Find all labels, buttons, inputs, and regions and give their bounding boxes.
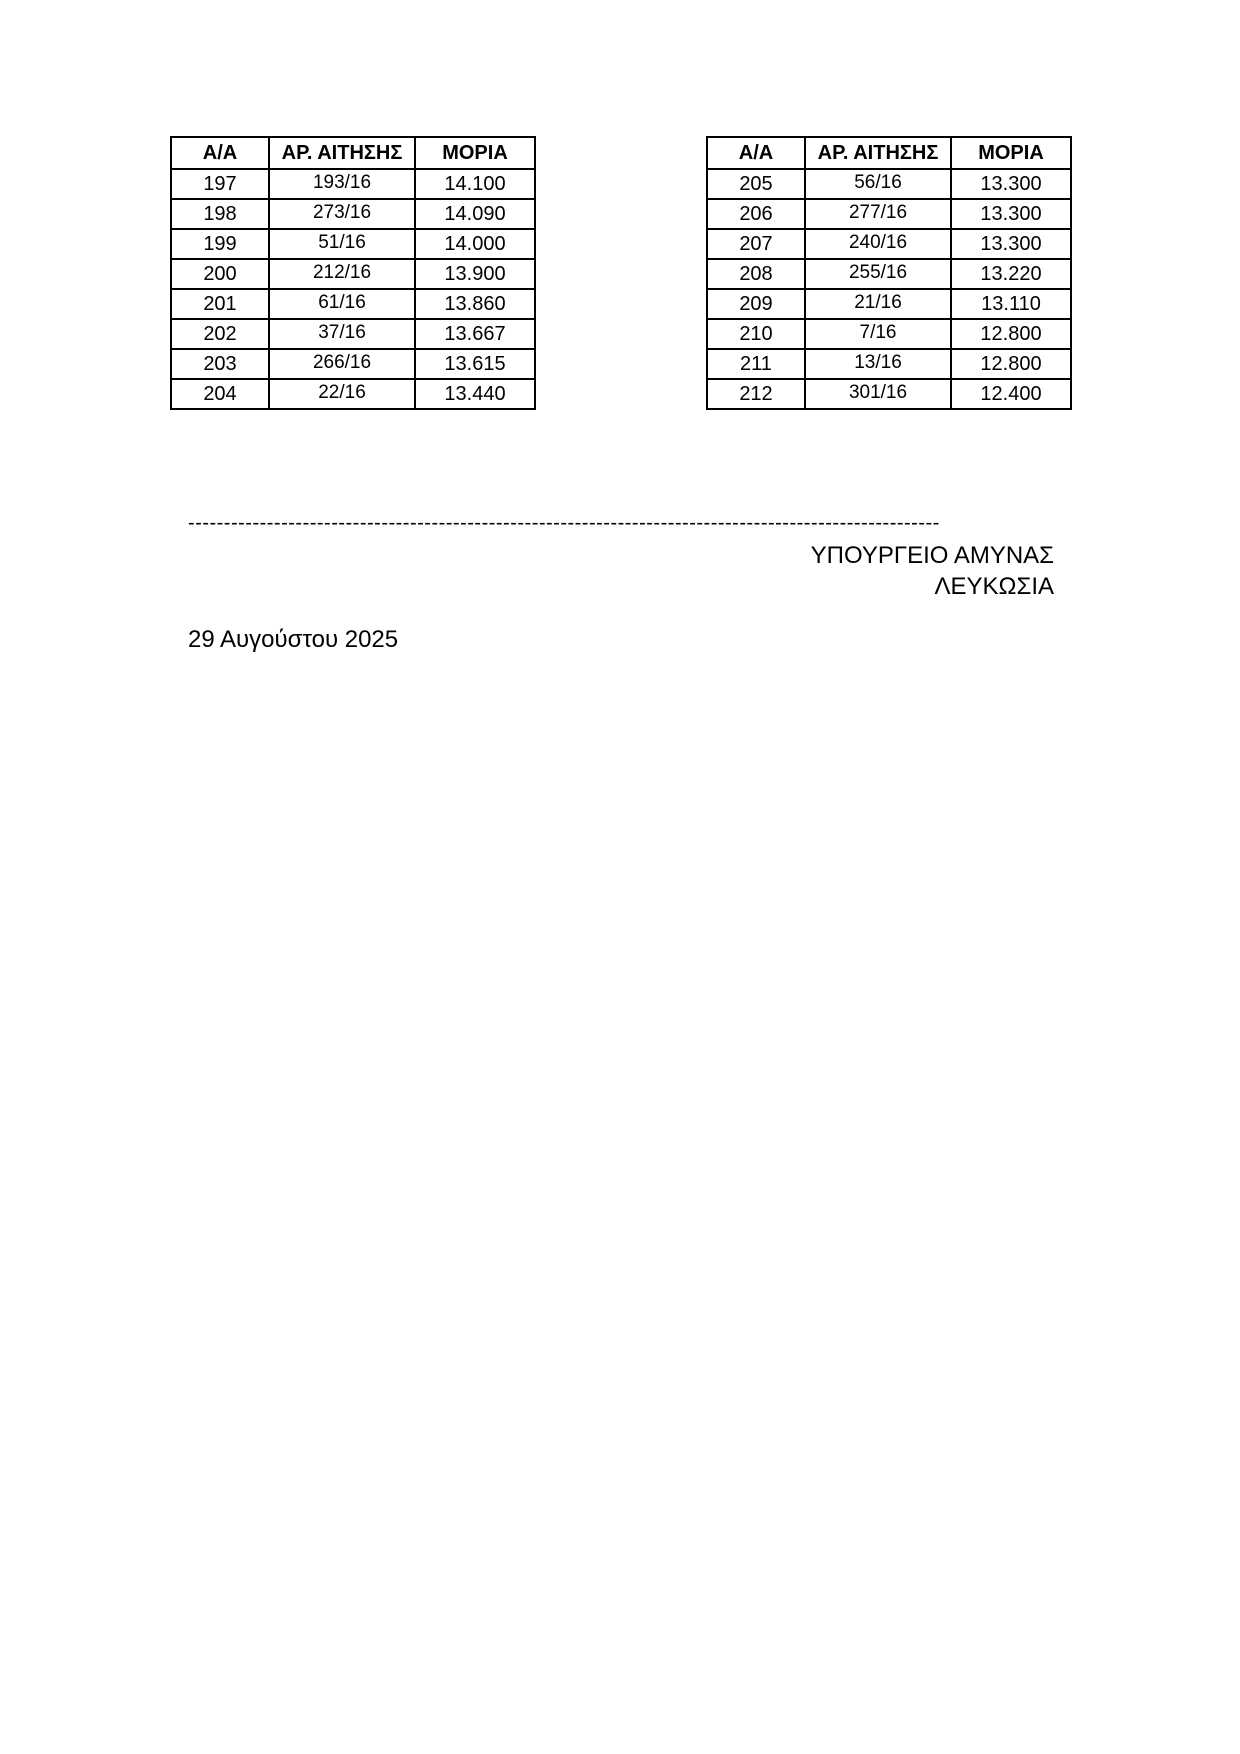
cell-application-no: 51/16 (269, 229, 415, 259)
cell-application-no: 7/16 (805, 319, 951, 349)
cell-aa: 202 (171, 319, 269, 349)
cell-aa: 197 (171, 169, 269, 199)
cell-application-no: 56/16 (805, 169, 951, 199)
dashed-separator: --------------------------------------------------------------------------------------------------------- (188, 512, 940, 534)
cell-aa: 201 (171, 289, 269, 319)
cell-application-no: 240/16 (805, 229, 951, 259)
table-row (707, 289, 1071, 319)
cell-application-no: 266/16 (269, 349, 415, 379)
cell-application-no: 301/16 (805, 379, 951, 409)
cell-application-no: 277/16 (805, 199, 951, 229)
table-row (707, 379, 1071, 409)
header-application-no: ΑΡ. ΑΙΤΗΣΗΣ (269, 137, 415, 169)
cell-aa: 212 (707, 379, 805, 409)
table-row (707, 199, 1071, 229)
cell-points: 12.800 (951, 349, 1071, 379)
cell-points: 13.440 (415, 379, 535, 409)
table-header-row (171, 137, 535, 169)
cell-aa: 206 (707, 199, 805, 229)
table-row (171, 349, 535, 379)
cell-application-no: 193/16 (269, 169, 415, 199)
header-application-no: ΑΡ. ΑΙΤΗΣΗΣ (805, 137, 951, 169)
table-row (171, 229, 535, 259)
cell-application-no: 255/16 (805, 259, 951, 289)
cell-points: 13.860 (415, 289, 535, 319)
table-header-row (707, 137, 1071, 169)
cell-aa: 208 (707, 259, 805, 289)
cell-points: 13.110 (951, 289, 1071, 319)
cell-points: 13.220 (951, 259, 1071, 289)
cell-application-no: 13/16 (805, 349, 951, 379)
cell-points: 12.800 (951, 319, 1071, 349)
cell-points: 13.900 (415, 259, 535, 289)
table-row (707, 229, 1071, 259)
cell-aa: 199 (171, 229, 269, 259)
table-row (707, 319, 1071, 349)
cell-application-no: 212/16 (269, 259, 415, 289)
table-row (707, 349, 1071, 379)
cell-points: 13.615 (415, 349, 535, 379)
cell-application-no: 22/16 (269, 379, 415, 409)
cell-application-no: 61/16 (269, 289, 415, 319)
table-row (171, 259, 535, 289)
document-date: 29 Αυγούστου 2025 (188, 626, 399, 653)
cell-points: 14.100 (415, 169, 535, 199)
cell-aa: 198 (171, 199, 269, 229)
table-row (707, 259, 1071, 289)
table-row (171, 199, 535, 229)
cell-aa: 200 (171, 259, 269, 289)
cell-aa: 211 (707, 349, 805, 379)
table-row (171, 289, 535, 319)
results-table-1 (170, 136, 536, 410)
cell-aa: 209 (707, 289, 805, 319)
cell-points: 14.090 (415, 199, 535, 229)
header-points: ΜΟΡΙΑ (415, 137, 535, 169)
cell-points: 14.000 (415, 229, 535, 259)
table-row (171, 319, 535, 349)
table-row (171, 169, 535, 199)
cell-points: 13.300 (951, 199, 1071, 229)
cell-aa: 203 (171, 349, 269, 379)
cell-aa: 204 (171, 379, 269, 409)
cell-points: 13.667 (415, 319, 535, 349)
cell-points: 12.400 (951, 379, 1071, 409)
table-row (707, 169, 1071, 199)
results-table-2 (706, 136, 1072, 410)
city-name: ΛΕΥΚΩΣΙΑ (934, 573, 1054, 600)
cell-aa: 207 (707, 229, 805, 259)
cell-application-no: 273/16 (269, 199, 415, 229)
header-points: ΜΟΡΙΑ (951, 137, 1071, 169)
cell-aa: 210 (707, 319, 805, 349)
cell-application-no: 37/16 (269, 319, 415, 349)
header-aa: Α/Α (707, 137, 805, 169)
cell-aa: 205 (707, 169, 805, 199)
ministry-name: ΥΠΟΥΡΓΕΙΟ ΑΜΥΝΑΣ (810, 542, 1054, 569)
cell-points: 13.300 (951, 169, 1071, 199)
cell-points: 13.300 (951, 229, 1071, 259)
signature-block (811, 540, 1054, 602)
cell-application-no: 21/16 (805, 289, 951, 319)
table-row (171, 379, 535, 409)
header-aa: Α/Α (171, 137, 269, 169)
